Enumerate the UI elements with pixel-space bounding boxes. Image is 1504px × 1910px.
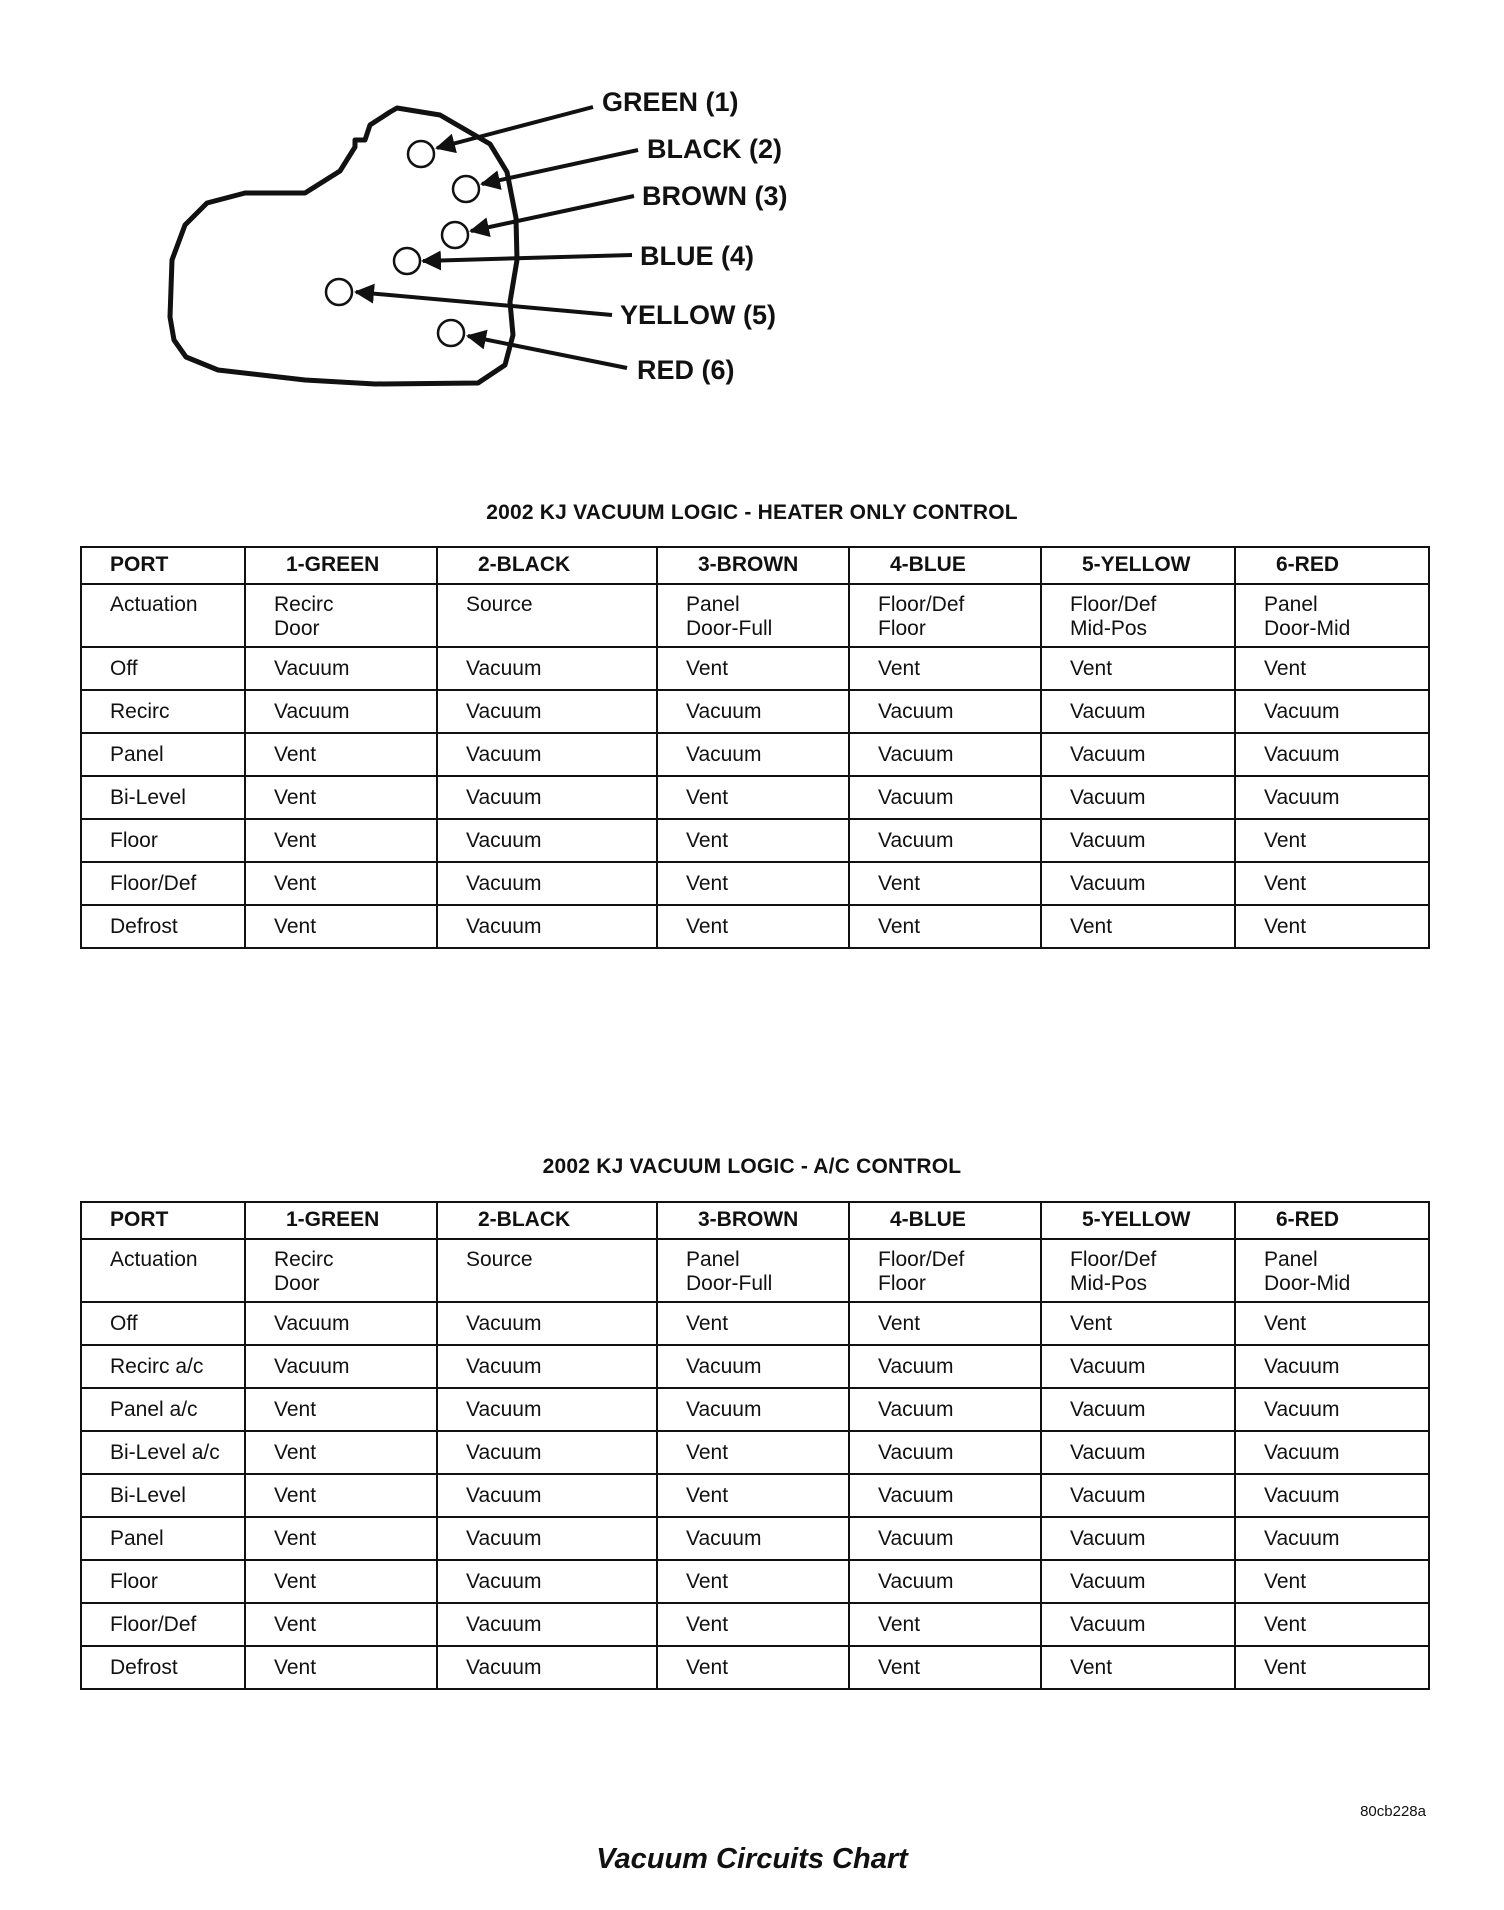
port-state-cell: Vent xyxy=(849,647,1041,690)
port-state-cell: Vent xyxy=(245,862,437,905)
header-port-1: 1-GREEN xyxy=(245,547,437,584)
mode-label: Defrost xyxy=(81,905,245,948)
heater-table-title: 2002 KJ VACUUM LOGIC - HEATER ONLY CONTROL xyxy=(486,501,1018,524)
actuation-cell xyxy=(245,584,437,647)
port-state-cell: Vacuum xyxy=(849,1431,1041,1474)
actuation-line: Floor/Def xyxy=(878,1248,965,1271)
actuation-cell xyxy=(849,1239,1041,1302)
actuation-cell xyxy=(1235,1239,1429,1302)
actuation-line: Panel xyxy=(1264,593,1318,616)
mode-label: Floor/Def xyxy=(81,862,245,905)
actuation-cell xyxy=(437,584,657,647)
port-state-cell: Vacuum xyxy=(437,1646,657,1689)
port-state-cell: Vent xyxy=(245,819,437,862)
port-state-cell: Vent xyxy=(245,733,437,776)
actuation-cell xyxy=(437,1239,657,1302)
actuation-line: Mid-Pos xyxy=(1070,1272,1148,1295)
actuation-line: Door-Mid xyxy=(1264,1272,1351,1295)
port-5-circle xyxy=(326,279,352,305)
actuation-line: Source xyxy=(466,593,533,616)
port-state-cell: Vent xyxy=(245,1474,437,1517)
port-state-cell: Vacuum xyxy=(849,1388,1041,1431)
port-state-cell: Vent xyxy=(849,1646,1041,1689)
port-state-cell: Vacuum xyxy=(437,1517,657,1560)
actuation-cell xyxy=(1041,1239,1235,1302)
port-state-cell: Vacuum xyxy=(849,1474,1041,1517)
actuation-label: Actuation xyxy=(81,584,245,647)
table-row xyxy=(81,1302,1429,1345)
actuation-line: Source xyxy=(466,1248,533,1271)
port-state-cell: Vacuum xyxy=(1235,1517,1429,1560)
header-port-5: 5-YELLOW xyxy=(1041,1202,1235,1239)
port-state-cell: Vacuum xyxy=(437,1345,657,1388)
actuation-line: Floor/Def xyxy=(1070,593,1157,616)
port-state-cell: Vent xyxy=(245,905,437,948)
actuation-cell xyxy=(1235,584,1429,647)
actuation-line: Recirc xyxy=(274,1248,334,1271)
port-state-cell: Vent xyxy=(1041,1302,1235,1345)
port-state-cell: Vent xyxy=(1041,647,1235,690)
header-port-3: 3-BROWN xyxy=(657,1202,849,1239)
mode-label: Bi-Level a/c xyxy=(81,1431,245,1474)
port-state-cell: Vacuum xyxy=(1041,776,1235,819)
table-row xyxy=(81,862,1429,905)
actuation-line: Door-Mid xyxy=(1264,617,1351,640)
port-state-cell: Vacuum xyxy=(849,690,1041,733)
table-header-row xyxy=(81,547,1429,584)
port-6-circle xyxy=(438,320,464,346)
port-state-cell: Vent xyxy=(1235,819,1429,862)
mode-label: Bi-Level xyxy=(81,1474,245,1517)
actuation-line: Door xyxy=(274,617,320,640)
mode-label: Recirc xyxy=(81,690,245,733)
port-state-cell: Vacuum xyxy=(437,1302,657,1345)
port-state-cell: Vacuum xyxy=(657,690,849,733)
port-state-cell: Vent xyxy=(849,1302,1041,1345)
actuation-line: Mid-Pos xyxy=(1070,617,1148,640)
figure-code: 80cb228a xyxy=(1360,1803,1426,1820)
mode-label: Panel a/c xyxy=(81,1388,245,1431)
mode-label: Off xyxy=(81,1302,245,1345)
port-state-cell: Vent xyxy=(1235,647,1429,690)
header-port-4: 4-BLUE xyxy=(849,1202,1041,1239)
port-state-cell: Vacuum xyxy=(437,905,657,948)
port-state-cell: Vacuum xyxy=(437,776,657,819)
port-state-cell: Vacuum xyxy=(1235,733,1429,776)
port-state-cell: Vent xyxy=(657,905,849,948)
port-4-circle xyxy=(394,248,420,274)
port-state-cell: Vacuum xyxy=(437,1474,657,1517)
port-label-blue: BLUE (4) xyxy=(640,241,754,271)
port-state-cell: Vent xyxy=(1041,905,1235,948)
mode-label: Floor/Def xyxy=(81,1603,245,1646)
port-state-cell: Vent xyxy=(1235,862,1429,905)
port-state-cell: Vacuum xyxy=(657,1345,849,1388)
port-state-cell: Vacuum xyxy=(1041,1388,1235,1431)
port-state-cell: Vent xyxy=(1235,1646,1429,1689)
port-label-yellow: YELLOW (5) xyxy=(620,300,776,330)
ac-vacuum-logic-table xyxy=(80,1201,1430,1690)
port-3-arrow xyxy=(471,196,634,231)
port-state-cell: Vent xyxy=(657,1302,849,1345)
port-state-cell: Vacuum xyxy=(849,1345,1041,1388)
actuation-line: Floor/Def xyxy=(878,593,965,616)
port-state-cell: Vent xyxy=(849,862,1041,905)
port-state-cell: Vent xyxy=(245,1560,437,1603)
mode-label: Floor xyxy=(81,1560,245,1603)
port-state-cell: Vacuum xyxy=(245,1345,437,1388)
actuation-line: Door xyxy=(274,1272,320,1295)
port-state-cell: Vent xyxy=(657,1431,849,1474)
actuation-row xyxy=(81,584,1429,647)
port-state-cell: Vent xyxy=(657,1560,849,1603)
port-label-black: BLACK (2) xyxy=(647,134,782,164)
table-row xyxy=(81,1517,1429,1560)
actuation-cell xyxy=(657,1239,849,1302)
actuation-line: Panel xyxy=(1264,1248,1318,1271)
port-state-cell: Vent xyxy=(245,1388,437,1431)
port-label-brown: BROWN (3) xyxy=(642,181,788,211)
actuation-label: Actuation xyxy=(81,1239,245,1302)
port-state-cell: Vacuum xyxy=(1041,1603,1235,1646)
mode-label: Panel xyxy=(81,1517,245,1560)
header-port: PORT xyxy=(81,547,245,584)
table-row xyxy=(81,1431,1429,1474)
port-state-cell: Vent xyxy=(245,1431,437,1474)
header-port-5: 5-YELLOW xyxy=(1041,547,1235,584)
port-state-cell: Vacuum xyxy=(245,647,437,690)
port-state-cell: Vacuum xyxy=(1041,819,1235,862)
port-state-cell: Vent xyxy=(849,905,1041,948)
table-row xyxy=(81,819,1429,862)
port-3-circle xyxy=(442,222,468,248)
port-5-arrow xyxy=(356,292,612,315)
mode-label: Recirc a/c xyxy=(81,1345,245,1388)
header-port-2: 2-BLACK xyxy=(437,547,657,584)
port-state-cell: Vacuum xyxy=(657,733,849,776)
table-row xyxy=(81,1345,1429,1388)
header-port-1: 1-GREEN xyxy=(245,1202,437,1239)
port-state-cell: Vacuum xyxy=(1041,862,1235,905)
header-port-2: 2-BLACK xyxy=(437,1202,657,1239)
actuation-cell xyxy=(657,584,849,647)
actuation-line: Recirc xyxy=(274,593,334,616)
table-row xyxy=(81,1388,1429,1431)
port-state-cell: Vacuum xyxy=(849,819,1041,862)
port-state-cell: Vent xyxy=(245,1517,437,1560)
port-state-cell: Vent xyxy=(657,776,849,819)
figure-caption: Vacuum Circuits Chart xyxy=(596,1843,908,1875)
actuation-cell xyxy=(849,584,1041,647)
port-state-cell: Vacuum xyxy=(1041,1431,1235,1474)
port-state-cell: Vacuum xyxy=(1041,1560,1235,1603)
port-state-cell: Vacuum xyxy=(1235,776,1429,819)
port-state-cell: Vacuum xyxy=(437,819,657,862)
actuation-cell xyxy=(1041,584,1235,647)
actuation-cell xyxy=(245,1239,437,1302)
port-state-cell: Vacuum xyxy=(437,1603,657,1646)
table-row xyxy=(81,647,1429,690)
mode-label: Bi-Level xyxy=(81,776,245,819)
port-state-cell: Vent xyxy=(657,647,849,690)
actuation-line: Floor xyxy=(878,1272,926,1295)
heater-vacuum-logic-table xyxy=(80,546,1430,949)
port-state-cell: Vacuum xyxy=(1235,1474,1429,1517)
port-state-cell: Vent xyxy=(1235,1302,1429,1345)
port-state-cell: Vacuum xyxy=(437,862,657,905)
port-state-cell: Vacuum xyxy=(1041,1517,1235,1560)
port-state-cell: Vent xyxy=(245,776,437,819)
port-state-cell: Vacuum xyxy=(1235,1388,1429,1431)
port-state-cell: Vacuum xyxy=(849,1517,1041,1560)
vacuum-connector-diagram xyxy=(150,80,850,410)
header-port: PORT xyxy=(81,1202,245,1239)
port-state-cell: Vacuum xyxy=(849,776,1041,819)
mode-label: Off xyxy=(81,647,245,690)
port-state-cell: Vacuum xyxy=(1235,1345,1429,1388)
table-row xyxy=(81,776,1429,819)
header-port-6: 6-RED xyxy=(1235,547,1429,584)
actuation-line: Panel xyxy=(686,1248,740,1271)
table-row xyxy=(81,690,1429,733)
port-state-cell: Vent xyxy=(1041,1646,1235,1689)
actuation-line: Panel xyxy=(686,593,740,616)
port-state-cell: Vacuum xyxy=(437,647,657,690)
port-4-arrow xyxy=(423,255,632,261)
port-state-cell: Vacuum xyxy=(437,733,657,776)
port-1-circle xyxy=(408,141,434,167)
port-state-cell: Vacuum xyxy=(657,1388,849,1431)
port-state-cell: Vent xyxy=(657,819,849,862)
port-state-cell: Vacuum xyxy=(437,690,657,733)
port-state-cell: Vacuum xyxy=(657,1517,849,1560)
port-state-cell: Vacuum xyxy=(437,1388,657,1431)
port-2-circle xyxy=(453,176,479,202)
port-state-cell: Vacuum xyxy=(1041,1345,1235,1388)
port-label-red: RED (6) xyxy=(637,355,735,385)
port-state-cell: Vacuum xyxy=(1041,690,1235,733)
mode-label: Floor xyxy=(81,819,245,862)
port-state-cell: Vent xyxy=(1235,1560,1429,1603)
port-state-cell: Vacuum xyxy=(1235,1431,1429,1474)
port-state-cell: Vent xyxy=(657,1603,849,1646)
actuation-line: Floor xyxy=(878,617,926,640)
table-row xyxy=(81,905,1429,948)
table-row xyxy=(81,1474,1429,1517)
actuation-line: Floor/Def xyxy=(1070,1248,1157,1271)
mode-label: Panel xyxy=(81,733,245,776)
port-state-cell: Vacuum xyxy=(1041,733,1235,776)
port-state-cell: Vacuum xyxy=(437,1560,657,1603)
table-row xyxy=(81,1560,1429,1603)
port-state-cell: Vent xyxy=(245,1646,437,1689)
header-port-3: 3-BROWN xyxy=(657,547,849,584)
port-state-cell: Vacuum xyxy=(1235,690,1429,733)
actuation-line: Door-Full xyxy=(686,617,773,640)
port-state-cell: Vent xyxy=(657,1646,849,1689)
port-state-cell: Vacuum xyxy=(245,1302,437,1345)
table-row xyxy=(81,1646,1429,1689)
connector-outline xyxy=(170,108,517,384)
port-state-cell: Vent xyxy=(245,1603,437,1646)
port-state-cell: Vent xyxy=(849,1603,1041,1646)
table-row xyxy=(81,733,1429,776)
actuation-line: Door-Full xyxy=(686,1272,773,1295)
ac-table-title: 2002 KJ VACUUM LOGIC - A/C CONTROL xyxy=(542,1155,962,1178)
port-state-cell: Vacuum xyxy=(849,733,1041,776)
header-port-6: 6-RED xyxy=(1235,1202,1429,1239)
table-header-row xyxy=(81,1202,1429,1239)
table-row xyxy=(81,1603,1429,1646)
port-state-cell: Vacuum xyxy=(245,690,437,733)
mode-label: Defrost xyxy=(81,1646,245,1689)
port-state-cell: Vent xyxy=(1235,905,1429,948)
port-state-cell: Vacuum xyxy=(437,1431,657,1474)
port-state-cell: Vent xyxy=(657,1474,849,1517)
port-6-arrow xyxy=(468,336,627,368)
header-port-4: 4-BLUE xyxy=(849,547,1041,584)
port-state-cell: Vent xyxy=(1235,1603,1429,1646)
port-label-green: GREEN (1) xyxy=(602,87,739,117)
port-state-cell: Vent xyxy=(657,862,849,905)
port-state-cell: Vacuum xyxy=(1041,1474,1235,1517)
actuation-row xyxy=(81,1239,1429,1302)
port-state-cell: Vacuum xyxy=(849,1560,1041,1603)
